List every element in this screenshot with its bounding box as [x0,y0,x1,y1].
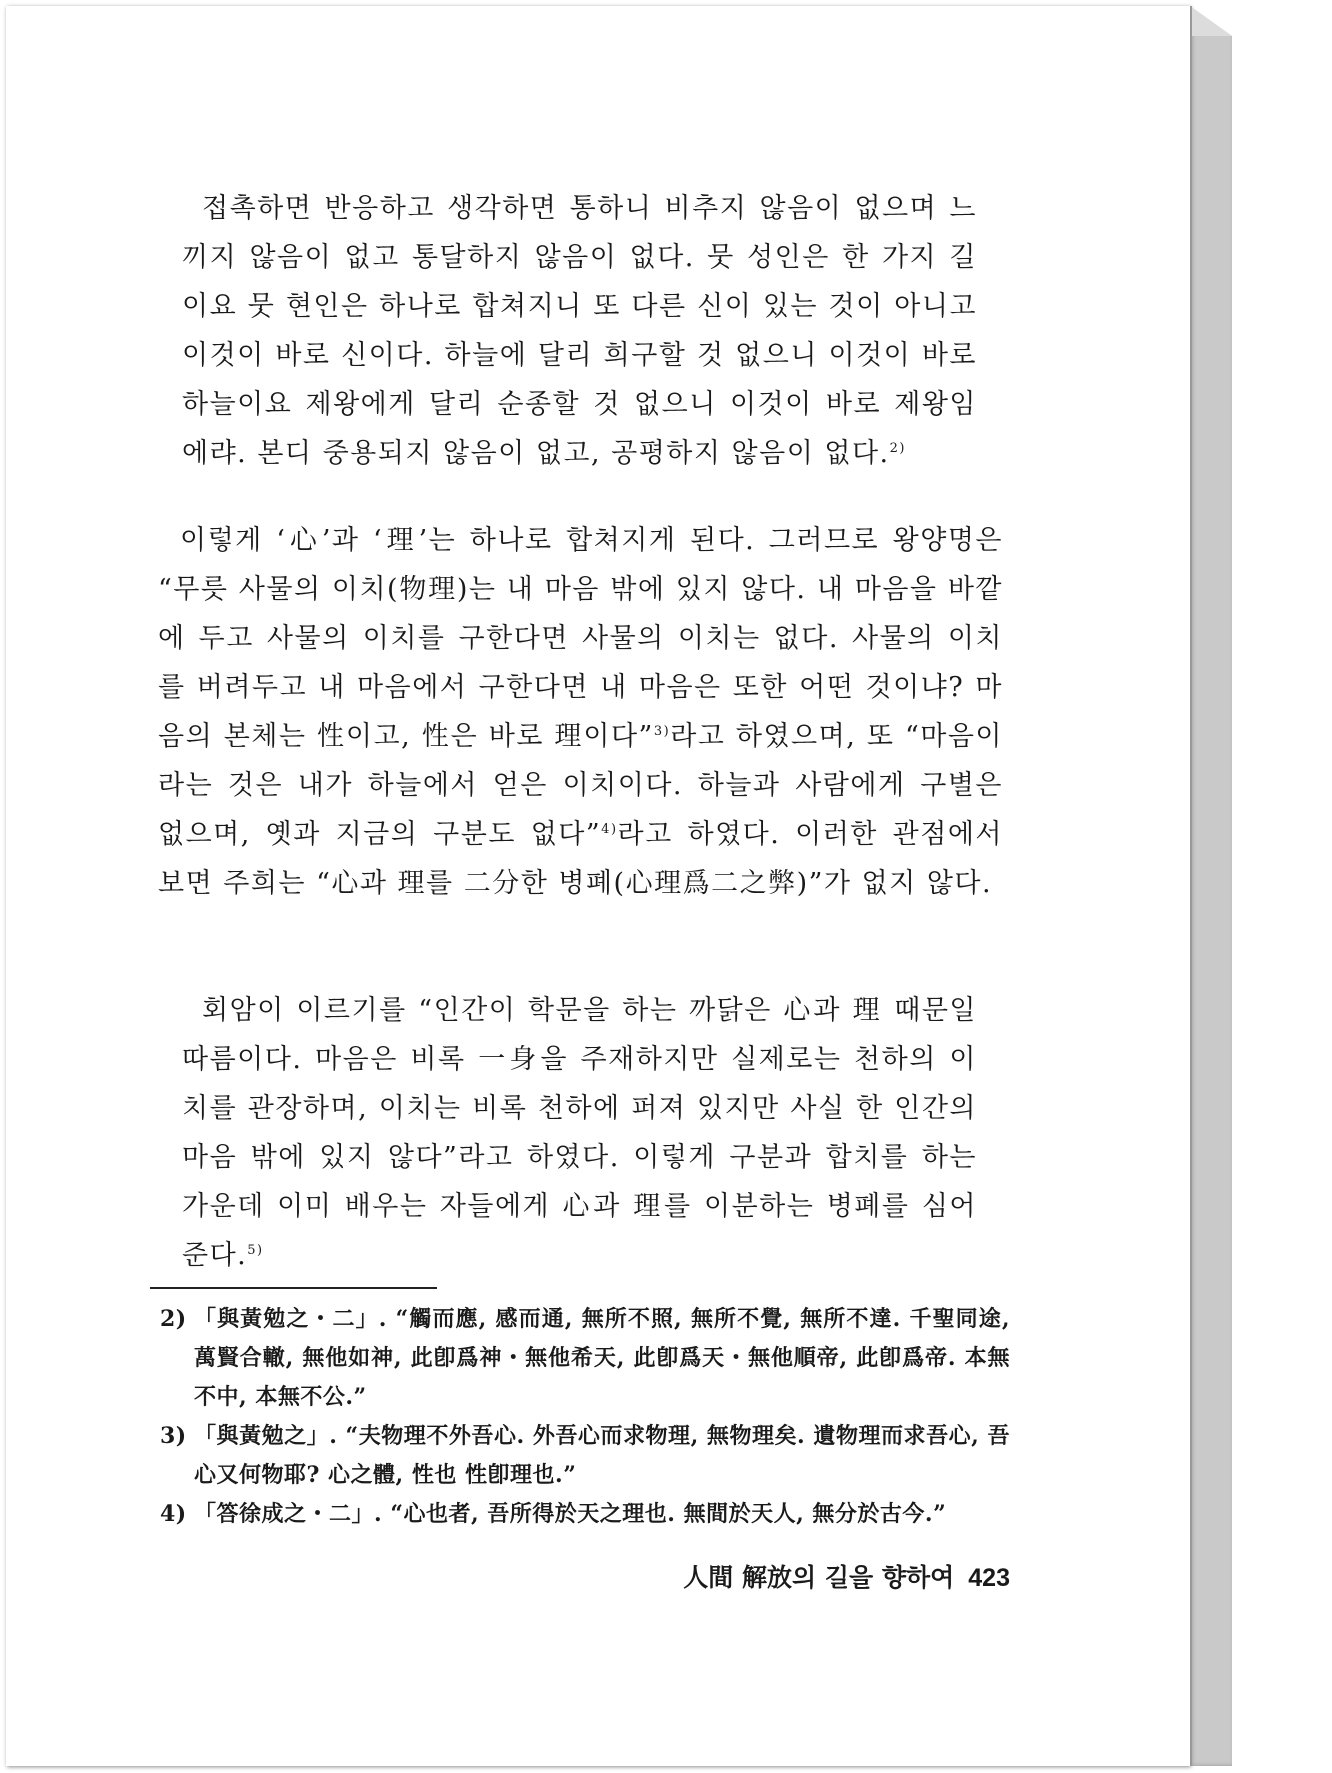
footnote-ref-2[interactable]: 2) [889,441,906,456]
footnote-divider [150,1287,437,1289]
footnote-number: 4) [160,1501,187,1527]
footnote-ref-5[interactable]: 5) [247,1243,264,1258]
block-quote-1 [182,184,977,478]
footnote-item [160,1417,1010,1495]
footnote-item [160,1300,1010,1417]
footnote-number: 3) [160,1423,187,1449]
footnote-text: 「與黃勉之・二」. “觸而應, 感而通, 無所不照, 無所不覺, 無所不達. 千聖同途, 萬賢合轍, 無他如神, 此卽爲神・無他希天, 此卽爲天・無他順帝, 此卽爲帝. 本無不中, 本無不公.” [194,1306,1010,1410]
footnote-text: 「與黃勉之」. “夫物理不外吾心. 外吾心而求物理, 無物理矣. 遺物理而求吾心, 吾心又何物耶? 心之體, 性也 性卽理也.” [194,1423,1010,1488]
running-footer [680,1558,1010,1594]
footnote-ref-4[interactable]: 4) [601,822,618,837]
block-quote-2 [182,986,977,1280]
page-number: 423 [968,1564,1010,1592]
footnote-number: 2) [160,1306,187,1332]
quote-paragraph-2: 회암이 이르기를 “인간이 학문을 하는 까닭은 心과 理 때문일 따름이다. 마음은 비록 一身을 주재하지만 실제로는 천하의 이치를 관장하며, 이치는 비록 천하에 퍼져 있지만 사실 한 인간의 마음 밖에 있지 않다”라고 하였다. 이렇게 구분과 합치를 하는 가운데 이미 배우는 자들에게 心과 理를 이분하는 병폐를 심어준다.$^{5)}$ [182,995,977,1271]
footnotes [160,1300,1010,1534]
quote-paragraph-1: 접촉하면 반응하고 생각하면 통하니 비추지 않음이 없으며 느끼지 않음이 없고 통달하지 않음이 없다. 뭇 성인은 한 가지 길이요 뭇 현인은 하나로 합쳐지니 또 다른 신이 있는 것이 아니고 이것이 바로 신이다. 하늘에 달리 희구할 것 없으니 이것이 바로 하늘이요 제왕에게 달리 순종할 것 없으니 이것이 바로 제왕임에랴. 본디 중용되지 않음이 없고, 공평하지 않음이 없다.$^{2)}$ [182,193,977,469]
footnote-ref-3[interactable]: 3) [653,724,671,739]
body-paragraph [158,516,1003,908]
footer-title: 人間 解放의 길을 향하여 [683,1563,955,1592]
body-paragraph-text: 이렇게 ‘心’과 ‘理’는 하나로 합쳐지게 된다. 그러므로 왕양명은 “무릇 사물의 이치(物理)는 내 마음 밖에 있지 않다. 내 마음을 바깥에 두고 사물의 이치를 구한다면 사물의 이치는 없다. 사물의 이치를 버려두고 내 마음에서 구한다면 내 마음은 또한 어떤 것이냐? 마음의 본체는 性이고, 性은 바로 理이다”$^{3)}$라고 하였으며, 또 “마음이라는 것은 내가 하늘에서 얻은 이치이다. 하늘과 사람에게 구별은 없으며, 옛과 지금의 구분도 없다”$^{4)}$라고 하였다. 이러한 관점에서 보면 주희는 “心과 理를 二分한 병폐(心理爲二之弊)”가 없지 않다. [158,525,1003,899]
footnote-text: 「答徐成之・二」. “心也者, 吾所得於天之理也. 無間於天人, 無分於古今.” [194,1501,947,1527]
footnote-item [160,1495,1010,1534]
